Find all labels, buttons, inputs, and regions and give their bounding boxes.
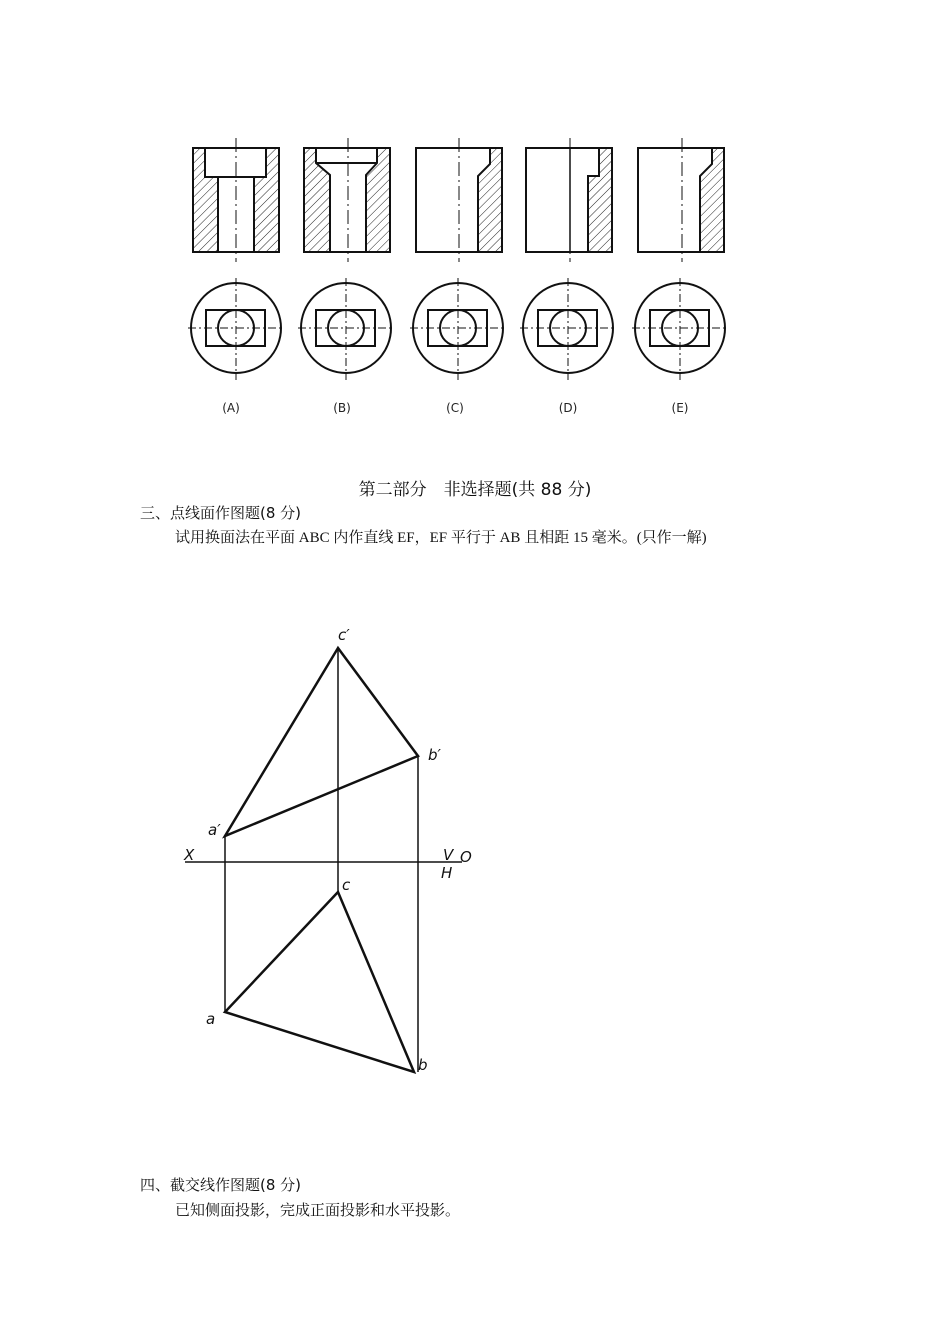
option-c-figure	[410, 138, 506, 415]
option-e-section-view	[638, 138, 724, 262]
question-3-text: 试用换面法在平面 ABC 内作直线 EF，EF 平行于 AB 且相距 15 毫米。(只作一解)	[175, 530, 707, 546]
option-a-top-view	[188, 278, 284, 380]
question-4-heading: 四、截交线作图题(8 分)	[140, 1176, 302, 1194]
front-projection-triangle	[225, 648, 418, 836]
label-b: b	[418, 1056, 428, 1074]
label-h: H	[441, 864, 453, 882]
option-c-top-view	[410, 278, 506, 380]
option-c-label: (C)	[446, 401, 464, 415]
option-c-section-view	[416, 138, 502, 262]
label-c-prime: c′	[338, 626, 350, 644]
label-v: V	[443, 846, 454, 864]
option-a-figure	[188, 138, 284, 415]
option-d-label: (D)	[558, 401, 578, 415]
option-d-section-view	[526, 138, 612, 262]
part-two-title: 第二部分 非选择题(共 88 分)	[358, 480, 592, 500]
label-o: O	[460, 848, 472, 866]
option-e-figure	[632, 138, 728, 415]
option-b-section-view	[304, 138, 390, 262]
option-b-label: (B)	[333, 401, 351, 415]
option-b-top-view	[298, 278, 394, 380]
label-b-prime: b′	[428, 746, 441, 764]
option-a-section-view	[193, 138, 279, 262]
option-d-figure	[520, 138, 616, 415]
option-a-label: (A)	[222, 401, 240, 415]
top-projection-triangle	[225, 892, 414, 1072]
label-c: c	[342, 876, 351, 894]
question-4-text: 已知侧面投影，完成正面投影和水平投影。	[175, 1203, 461, 1219]
option-b-figure	[298, 138, 394, 415]
label-a-prime: a′	[208, 821, 221, 839]
question-3-heading: 三、点线面作图题(8 分)	[140, 504, 302, 522]
option-e-top-view	[632, 278, 728, 380]
option-d-top-view	[520, 278, 616, 380]
label-x: X	[184, 846, 195, 864]
label-a: a	[206, 1010, 216, 1028]
option-e-label: (E)	[671, 401, 689, 415]
projection-drawing	[183, 626, 472, 1074]
